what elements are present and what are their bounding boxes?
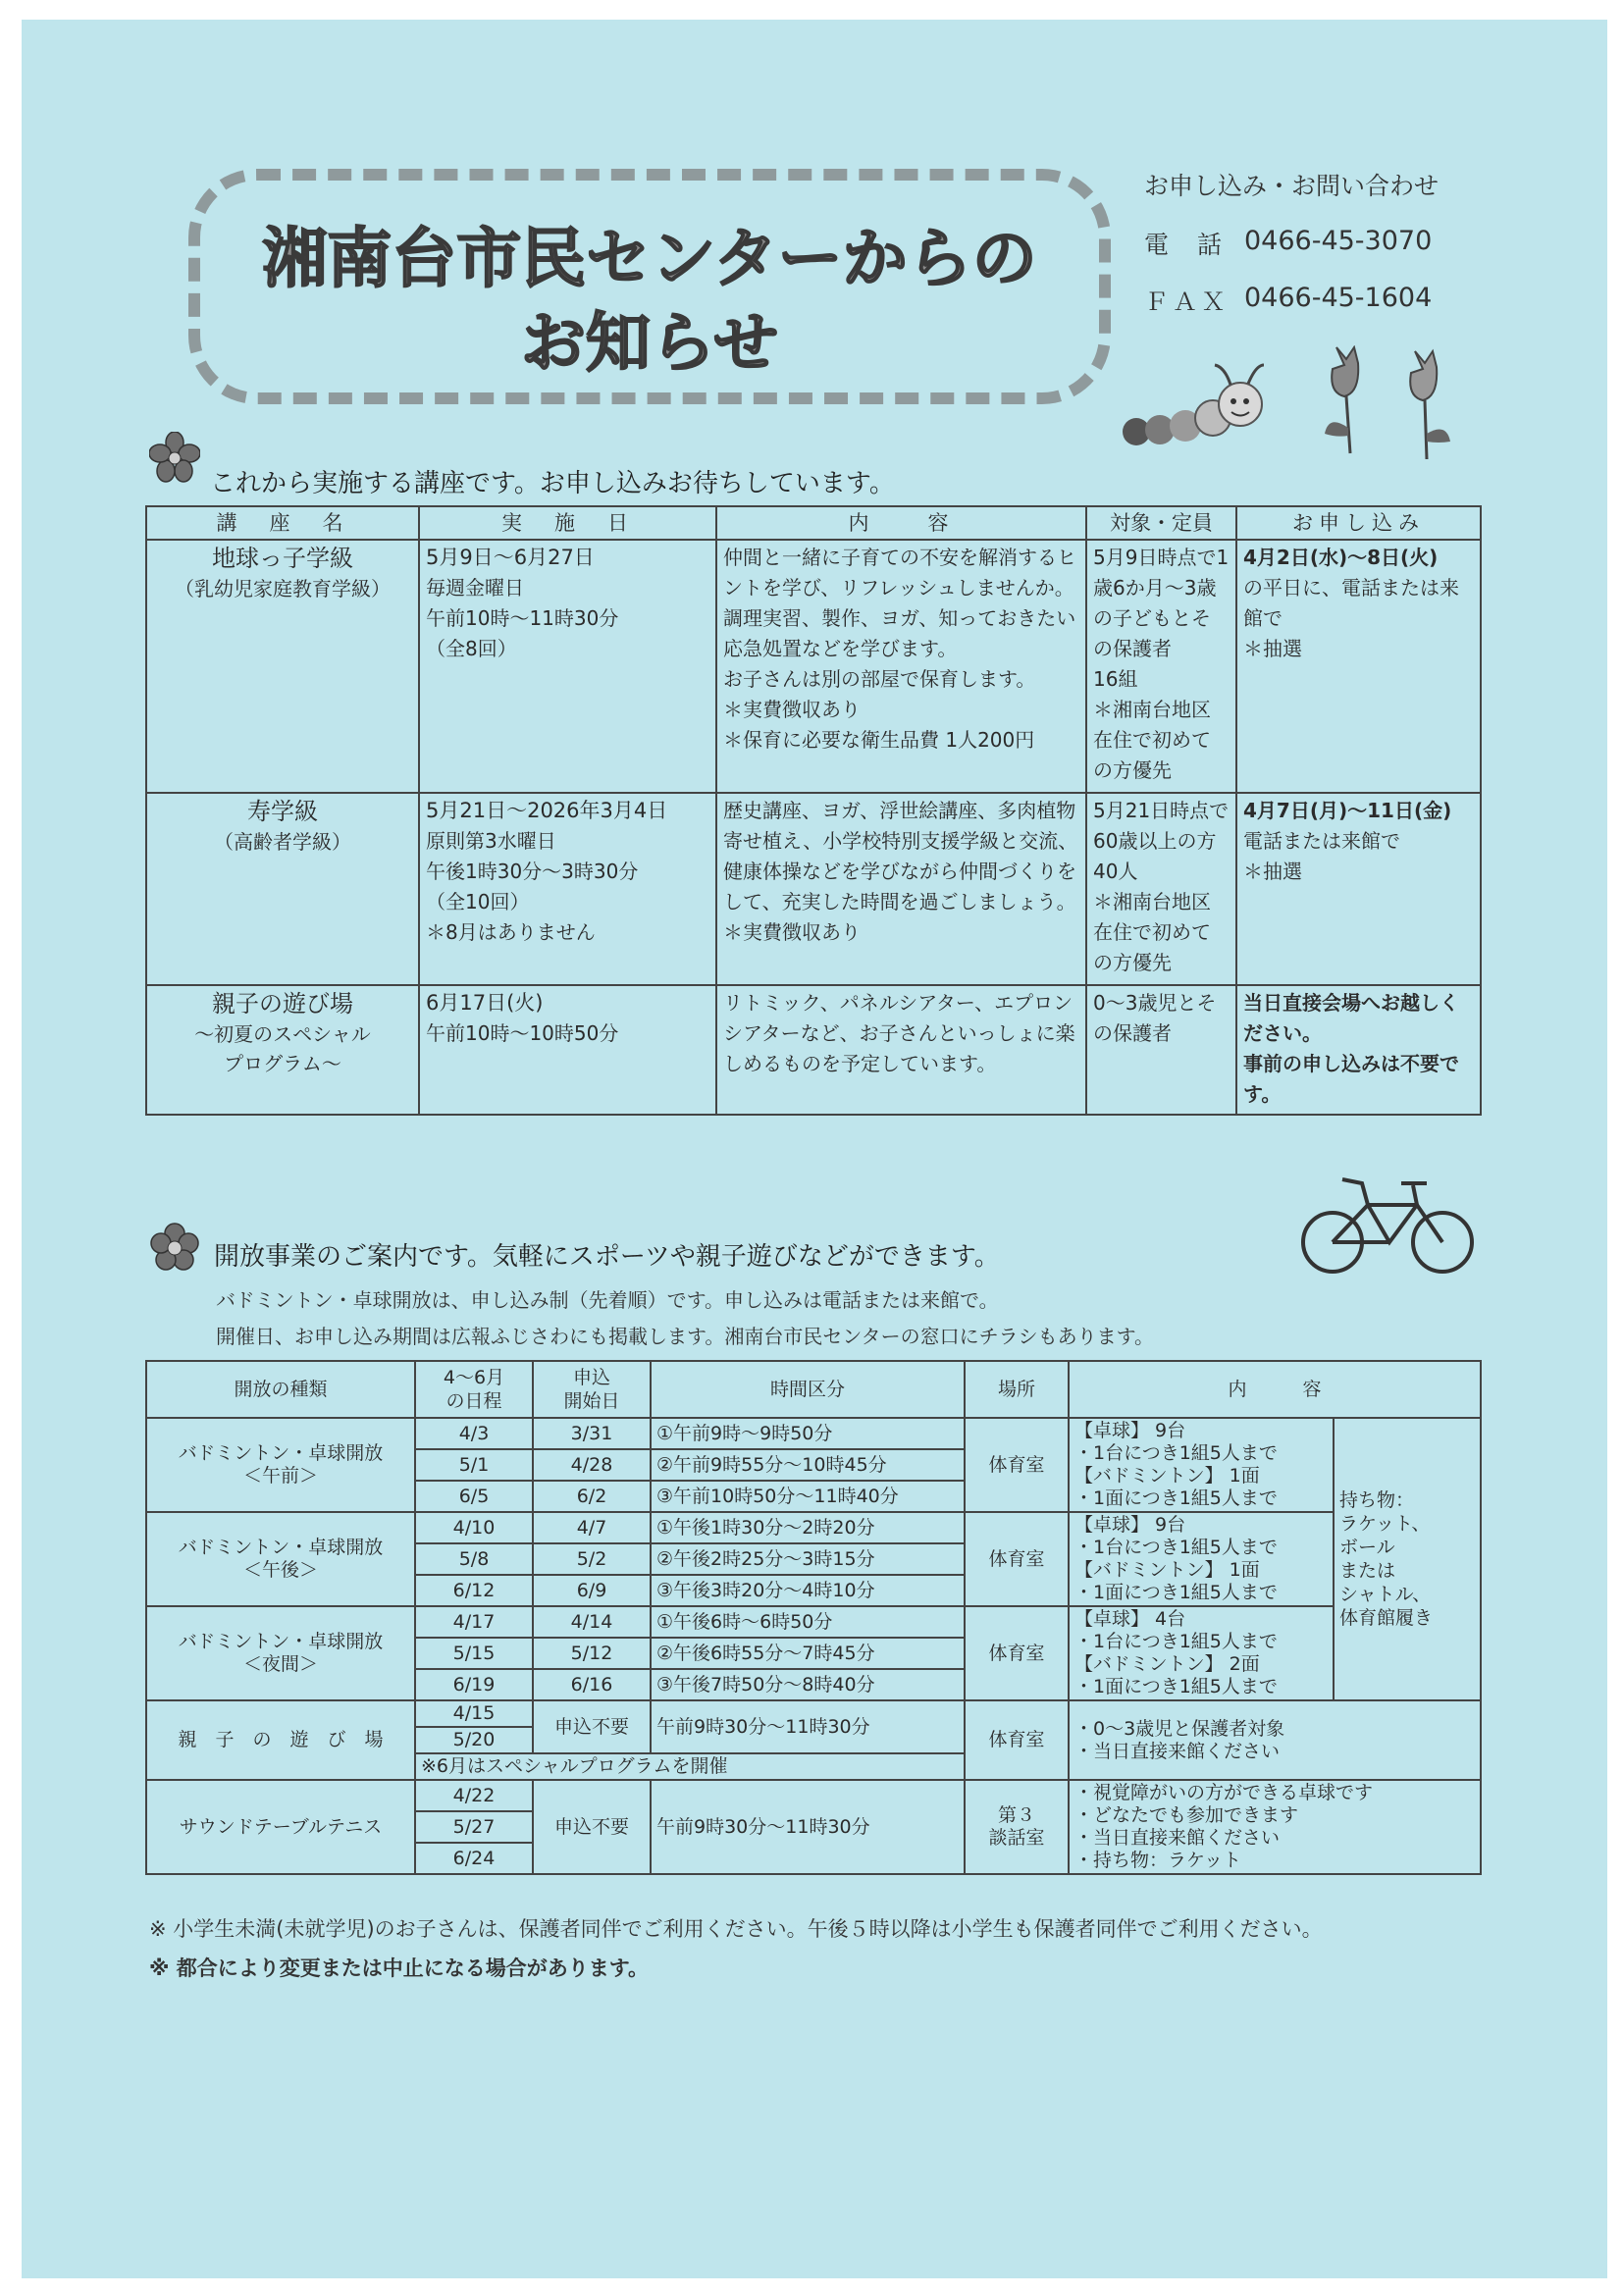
date-cell: 4/10 xyxy=(415,1512,533,1543)
table-row xyxy=(146,1606,1481,1638)
content-cell xyxy=(1069,1418,1334,1512)
contact-heading: お申し込み・お問い合わせ xyxy=(1144,172,1440,200)
date-cell: 4/15 xyxy=(415,1700,533,1727)
courses-heading: これから実施する講座です。お申し込みお待ちしています。 xyxy=(210,469,895,498)
start-cell: 6/9 xyxy=(533,1575,651,1606)
date-cell: 4/22 xyxy=(415,1780,533,1811)
header-start: 申込 開始日 xyxy=(533,1361,651,1418)
open-header-row xyxy=(146,1361,1481,1418)
play-start: 申込不要 xyxy=(533,1700,651,1753)
content-line: ・当日直接来館ください xyxy=(1074,1827,1281,1849)
course-apply-main: 4月7日(月)～11日(金) xyxy=(1243,799,1452,822)
content-line: ・1面につき1組5人まで xyxy=(1074,1676,1278,1697)
header-type: 開放の種類 xyxy=(146,1361,415,1418)
badminton-am-name: バドミントン・卓球開放 ＜午前＞ xyxy=(146,1418,415,1512)
flower-icon xyxy=(149,432,200,483)
content-line: ・1面につき1組5人まで xyxy=(1074,1487,1278,1509)
start-cell: 4/7 xyxy=(533,1512,651,1543)
place-cell: 体育室 xyxy=(965,1418,1069,1512)
content-line: 【バドミントン】 1面 xyxy=(1074,1465,1260,1487)
fax-label: ＦＡＸ xyxy=(1144,287,1230,316)
tel-number: 0466-45-3070 xyxy=(1244,226,1433,256)
tel-label: 電 話 xyxy=(1144,231,1225,259)
header-apply: お申し込み xyxy=(1236,506,1481,540)
table-row xyxy=(146,1418,1481,1449)
content-line: 【卓球】 9台 xyxy=(1074,1514,1186,1536)
date-cell: 5/20 xyxy=(415,1727,533,1753)
tennis-name: サウンドテーブルテニス xyxy=(146,1780,415,1874)
time-cell: ③午後7時50分～8時40分 xyxy=(651,1669,965,1700)
header-place: 場所 xyxy=(965,1361,1069,1418)
open-heading: 開放事業のご案内です。気軽にスポーツや親子遊びなどができます。 xyxy=(214,1242,1000,1272)
tennis-content xyxy=(1069,1780,1481,1874)
course-subtitle: （高齢者学級） xyxy=(214,830,351,854)
tennis-time: 午前9時30分～11時30分 xyxy=(651,1780,965,1874)
start-cell: 6/2 xyxy=(533,1481,651,1512)
time-cell: ①午後6時～6時50分 xyxy=(651,1606,965,1638)
course-name: 地球っ子学級 xyxy=(212,545,353,572)
table-row xyxy=(146,985,1481,1115)
course-name: 寿学級 xyxy=(247,798,318,825)
table-row xyxy=(146,1512,1481,1543)
tennis-place: 第３ 談話室 xyxy=(965,1780,1069,1874)
course-target: 5月9日時点で1歳6か月～3歳の子どもとその保護者 16組 ＊湘南台地区在住で初めての方優先 xyxy=(1086,540,1236,793)
content-cell xyxy=(1069,1606,1334,1700)
play-area-name: 親 子 の 遊 び 場 xyxy=(146,1700,415,1780)
date-cell: 6/5 xyxy=(415,1481,533,1512)
open-schedule-table xyxy=(145,1360,1482,1875)
time-cell: ①午前9時～9時50分 xyxy=(651,1418,965,1449)
play-content xyxy=(1069,1700,1481,1780)
date-cell: 5/8 xyxy=(415,1543,533,1575)
time-cell: ②午後6時55分～7時45分 xyxy=(651,1638,965,1669)
content-line: ・1台につき1組5人まで xyxy=(1074,1631,1278,1652)
place-cell: 体育室 xyxy=(965,1606,1069,1700)
play-place: 体育室 xyxy=(965,1700,1069,1780)
play-time: 午前9時30分～11時30分 xyxy=(651,1700,965,1753)
header-course-name: 講 座 名 xyxy=(146,506,419,540)
content-line: ・視覚障がいの方ができる卓球です xyxy=(1074,1782,1374,1803)
course-date-main: 5月21日～2026年3月4日 xyxy=(426,799,668,822)
time-cell: ③午前10時50分～11時40分 xyxy=(651,1481,965,1512)
tulip-illustration xyxy=(1315,345,1472,463)
course-target: 5月21日時点で60歳以上の方 40人 ＊湘南台地区在住で初めての方優先 xyxy=(1086,793,1236,985)
flyer-title-line2: お知らせ xyxy=(520,305,779,381)
course-content: 仲間と一緒に子育ての不安を解消するヒントを学び、リフレッシュしませんか。調理実習、製作、ヨガ、知っておきたい応急処置などを学びます。 お子さんは別の部屋で保育します。 ＊実費徴収あり ＊保育に必要な衛生品費 1人200円 xyxy=(716,540,1086,793)
course-apply-detail: の平日に、電話または来館で ＊抽選 xyxy=(1243,576,1459,660)
start-cell: 5/12 xyxy=(533,1638,651,1669)
start-cell: 4/28 xyxy=(533,1449,651,1481)
start-cell: 3/31 xyxy=(533,1418,651,1449)
header-content: 内 容 xyxy=(1069,1361,1481,1418)
flyer-page xyxy=(22,20,1607,2278)
course-subtitle: ～初夏のスペシャル プログラム～ xyxy=(194,1022,371,1075)
course-content: 歴史講座、ヨガ、浮世絵講座、多肉植物寄せ植え、小学校特別支援学級と交流、健康体操などを学びながら仲間づくりをして、充実した時間を過ごしましょう。 ＊実費徴収あり xyxy=(716,793,1086,985)
course-subtitle: （乳幼児家庭教育学級） xyxy=(175,577,391,600)
place-cell: 体育室 xyxy=(965,1512,1069,1606)
flower-icon xyxy=(149,1223,200,1274)
time-cell: ③午後3時20分～4時10分 xyxy=(651,1575,965,1606)
open-note-1: バドミントン・卓球開放は、申し込み制（先着順）です。申し込みは電話または来館で。 xyxy=(216,1288,999,1312)
date-cell: 5/15 xyxy=(415,1638,533,1669)
content-line: 【バドミントン】 1面 xyxy=(1074,1559,1260,1581)
footnote-2: ※ 都合により変更または中止になる場合があります。 xyxy=(149,1957,650,1980)
date-cell: 6/24 xyxy=(415,1843,533,1874)
open-note-2: 開催日、お申し込み期間は広報ふじさわにも掲載します。湘南台市民センターの窓口にチラシもあります。 xyxy=(216,1325,1154,1348)
start-cell: 5/2 xyxy=(533,1543,651,1575)
content-line: 【卓球】 4台 xyxy=(1074,1608,1186,1630)
table-row xyxy=(146,1780,1481,1811)
course-date-detail: 毎週金曜日 午前10時～11時30分 （全8回） xyxy=(426,576,619,660)
content-line: 【卓球】 9台 xyxy=(1074,1420,1186,1441)
content-line: ・当日直接来館ください xyxy=(1074,1740,1281,1762)
time-cell: ①午後1時30分～2時20分 xyxy=(651,1512,965,1543)
table-row xyxy=(146,1700,1481,1727)
footnote-1: ※ 小学生未満(未就学児)のお子さんは、保護者同伴でご利用ください。午後５時以降は小学生も保護者同伴でご利用ください。 xyxy=(149,1917,1323,1941)
course-date-main: 6月17日(火) xyxy=(426,991,544,1015)
courses-header-row xyxy=(146,506,1481,540)
course-apply-main: 4月2日(水)～8日(火) xyxy=(1243,546,1439,569)
belongings-cell: 持ち物： ラケット、 ボール または シャトル、 体育館履き xyxy=(1334,1418,1481,1700)
date-cell: 5/1 xyxy=(415,1449,533,1481)
badminton-pm-name: バドミントン・卓球開放 ＜午後＞ xyxy=(146,1512,415,1606)
date-cell: 4/17 xyxy=(415,1606,533,1638)
course-name: 親子の遊び場 xyxy=(212,990,353,1018)
header-time: 時間区分 xyxy=(651,1361,965,1418)
content-cell xyxy=(1069,1512,1334,1606)
date-cell: 6/12 xyxy=(415,1575,533,1606)
course-apply-detail: 電話または来館で ＊抽選 xyxy=(1243,829,1400,883)
course-target: 0～3歳児とその保護者 xyxy=(1086,985,1236,1115)
caterpillar-illustration xyxy=(1117,353,1264,461)
fax-number: 0466-45-1604 xyxy=(1244,283,1433,313)
date-cell: 4/3 xyxy=(415,1418,533,1449)
content-line: ・0～3歳児と保護者対象 xyxy=(1074,1717,1285,1740)
course-date-detail: 午前10時～10時50分 xyxy=(426,1021,619,1045)
header-date: 実 施 日 xyxy=(419,506,716,540)
bicycle-illustration xyxy=(1299,1166,1476,1283)
content-line: ・1台につき1組5人まで xyxy=(1074,1537,1278,1558)
tennis-start: 申込不要 xyxy=(533,1780,651,1874)
courses-table xyxy=(145,505,1482,1116)
content-line: ・1面につき1組5人まで xyxy=(1074,1582,1278,1603)
time-cell: ②午後2時25分～3時15分 xyxy=(651,1543,965,1575)
flyer-title-line1: 湘南台市民センターからの xyxy=(262,221,1037,296)
header-dates: 4～6月 の日程 xyxy=(415,1361,533,1418)
start-cell: 4/14 xyxy=(533,1606,651,1638)
content-line: 【バドミントン】 2面 xyxy=(1074,1653,1260,1675)
table-row xyxy=(146,540,1481,793)
header-target: 対象・定員 xyxy=(1086,506,1236,540)
title-badge xyxy=(188,169,1111,404)
content-line: ・どなたでも参加できます xyxy=(1074,1804,1299,1826)
start-cell: 6/16 xyxy=(533,1669,651,1700)
content-line: ・持ち物：ラケット xyxy=(1074,1850,1242,1871)
course-apply-main: 当日直接会場へお越しください。 事前の申し込みは不要です。 xyxy=(1243,991,1459,1106)
header-content: 内 容 xyxy=(716,506,1086,540)
badminton-night-name: バドミントン・卓球開放 ＜夜間＞ xyxy=(146,1606,415,1700)
course-date-main: 5月9日～6月27日 xyxy=(426,546,595,569)
time-cell: ②午前9時55分～10時45分 xyxy=(651,1449,965,1481)
date-cell: 6/19 xyxy=(415,1669,533,1700)
play-note: ※6月はスペシャルプログラムを開催 xyxy=(415,1753,965,1780)
course-content: リトミック、パネルシアター、エプロンシアターなど、お子さんといっしょに楽しめるものを予定しています。 xyxy=(716,985,1086,1115)
course-date-detail: 原則第3水曜日 午後1時30分～3時30分 （全10回） ＊8月はありません xyxy=(426,829,639,944)
table-row xyxy=(146,793,1481,985)
content-line: ・1台につき1組5人まで xyxy=(1074,1442,1278,1464)
date-cell: 5/27 xyxy=(415,1811,533,1843)
